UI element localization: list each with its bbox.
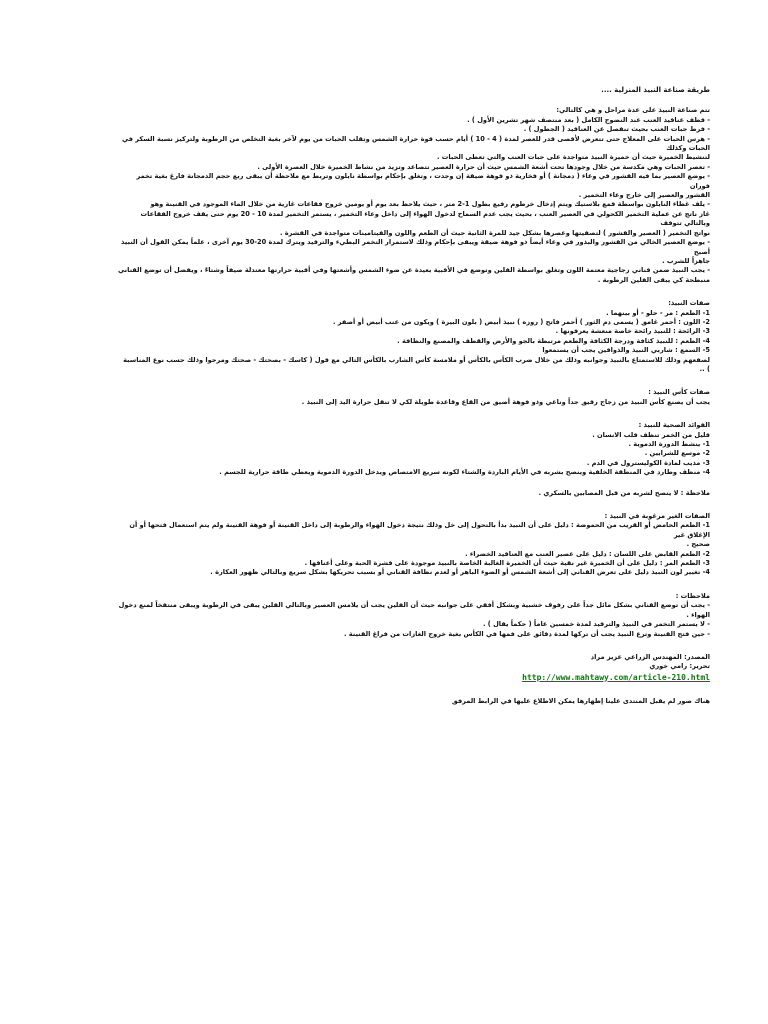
intro-line: تتم صناعة النبيذ على عدة مراحل و هي كالتالي: [556, 106, 710, 115]
quality-item: 4- الطعم : للنبيذ كثافة ودرجة الكثافة والطعم مرتبطة بالجو والأرض والقطف والمصنع والنظافة . [397, 336, 710, 345]
source-url-line [118, 672, 710, 683]
benefits-intro: قليل من الخمر تنظف قلب الانسان . [592, 430, 710, 439]
qualities-list [118, 309, 710, 375]
step-line: - فرط حبات العنب بحيث تنفصل عن العناقيد ( الجطول ) . [523, 125, 710, 134]
remark-item: - حين فتح القنينة وترع النبيذ يجب أن تركها لمدة دقائق على فمها في الكأس بغية خروج الغازات من فراغ القنينة . [343, 629, 710, 638]
footer-note: هناك صور لم يقبل المنتدى علينا إظهارها يمكن الاطلاع عليها في الرابط المرفق [451, 696, 710, 705]
benefit-item: 2- موسع للشرايين . [644, 449, 710, 458]
step-line: - يوضع العصير بما فيه القشور في وعاء ( دمجانة ) أو فخارية ذو فوهة ضيقة إن وجدت ، وتغلق بإحكام بواسطة نايلون وتربط مع ملاحظة أن يبقى ربع حجم الدمجانة فارغ بغية تخمر فوران [136, 172, 710, 190]
step-line: - هرس الحبات على المعلاج حتى تتعرض لأقصى قدر للعصر لمدة ( 4 - 10 ) أيام حسب قوة حرارة الشمس وتقلب الحبات من يوم لآخر بغية التخلص من الرطوبة ولتركيز نسبة السكر في الحبات وكذلك [122, 134, 710, 153]
benefits-heading: الفوائد الصحية للنبيذ : [638, 421, 710, 430]
step-line: القشور والعصير إلى خارج وعاء التخمير . [578, 191, 710, 200]
document-title: طريقة صناعة النبيذ المنزلية .... [601, 86, 710, 94]
step-line: لتنشيط الخميرة حيث أن خميرة النبيذ متواجدة على حبات العنب والتي تعطى الحبات . [437, 153, 710, 162]
benefit-item: 3- مذيب لمادة الكوليسترول في الدم . [586, 458, 710, 467]
bad-quality-item: 1- الطعم الحامض أو القريب من الحموضة : دليل على أن النبيذ بدأ بالتحول إلى خل وذلك نتيجة دخول الهواء والرطوبة إلى داخل القنينة أو فوهة القنينة ولم يتم استعمال فتحها أو أن الإغلاق غير [129, 521, 710, 539]
step-line: غاز ناتج عن عملية التخمير الكحولي في العصير العنب ، بحيث يجب عدم السماح لدخول الهواء إلى داخل وعاء التخمير ، يستمر التخمير لمدة 10 - 20 يوم حتى يقف خروج الفقاعات وبالتالي تتوقف [140, 209, 710, 228]
step-line: منبطحة كي يبقى الفلين الرطوبة . [597, 275, 710, 284]
quality-item: 2- اللون : أحمر غامق ( يسمى دم الثور ) أحمر فاتح ( روزه ) نبيذ أبيض ( بلون البيرة ) ويكون من عنب أبيض أو أصفر . [332, 317, 710, 326]
bad-quality-item: 4- تغيير لون النبيذ دليل على تعرض القناني إلى أشعة الشمس أو الضوء الباهر أو لعدم نظافة القناني أو بسبب تحريكها بشكل سريع وبالتالي ظهور العكارة . [210, 568, 710, 577]
step-line: - يلف غطاء النايلون بواسطة قمع بلاستيك ويتم إدخال خرطوم رفيع بطول 1-2 متر ، حيث يلاحظ بعد يوم أو يومين خروج فقاعات غازية من خلال الماء الموجود في القنينة وهو [150, 200, 710, 209]
benefits-list [118, 440, 710, 478]
glass-heading: صفات كأس النبيذ : [648, 388, 710, 397]
source-url-link[interactable]: http://www.mahtawy.com/article-210.html [522, 672, 710, 682]
step-line: - تعصر الحبات وهي مكدسة من خلال وجودها تحت أشعة الشمس حيث أن حرارة العصير تتصاعد وتزيد من نشاط الخميرة خلال العصرة الأولى . [257, 162, 710, 171]
quality-item: 1- الطعم : مر - حلو - أو بينهما . [606, 308, 710, 317]
step-line: نواتج التخمير ( العصير والقشور ) لتصفيتها وعصرها بشكل جيد للمرة الثانية حيث أن الطعم واللون والفيتامينات متواجدة في القشرة . [279, 228, 710, 237]
remarks-list [118, 601, 710, 639]
step-line: - قطف عناقيد العنب عند النضوج الكامل ( بعد منتصف شهر تشرين الأول ) . [467, 115, 710, 124]
bad-qualities-list [118, 521, 710, 577]
step-line: جاهزاً للشرب . [662, 256, 710, 265]
glass-text: يجب أن يصنع كأس النبيذ من زجاج رقيق جداً وناعي وذو فوهة أضيق من القاع وقاعدة طويلة لكي لا تنقل حرارة اليد إلى النبيذ . [301, 397, 710, 406]
bad-qualities-heading: الصفات الغير مرغوبة في النبيذ : [604, 512, 710, 521]
bad-quality-item: صحيح . [686, 540, 710, 549]
bad-quality-item: 2- الطعم القابض على اللسان : دليل على عصير العنب مع العناقيد الخضراء . [465, 549, 710, 558]
remark-item: - لا يستمر التخمر في النبيذ والترقيد لمدة خمسين عاماً ( حكماً يقال ) . [482, 620, 710, 629]
bad-quality-item: 3- الطعم المر : دليل على أن الخميرة غير نقية حيث أن الخميرة الغالبة الخاصة بالنبيذ موجودة على قشرة الحبة وعلى أعناقها . [304, 559, 710, 568]
quality-item: 5- السمع : شاربي النبيذ والذواقين يجب أن يستمعوا [542, 346, 710, 355]
quality-item: 3- الرائحة : للنبيذ رائحة خاصة منعشة يعرفونها . [555, 327, 710, 336]
step-line: - يجب النبيذ ضمن قناني زجاجية معتمة اللون وتغلق بواسطة الفلين وتوضع في الأقبية بعيدة عن ضوء الشمس وأشعتها وفي أقبية حرارتها معتدلة صيفاً وشتاءً ، ويفضل أن توضع القناني [117, 266, 710, 275]
steps-list [118, 116, 710, 285]
benefit-item: 1- ينشط الدورة الدموية . [628, 440, 710, 448]
prepared-by-line: تحرير: رامي خوري [649, 662, 710, 671]
note-line: ملاحظة : لا ينصح لشربه من قبل المصابين بالسكري . [538, 488, 710, 497]
remark-item: - يجب أن توضع القناني بشكل مائل جداً على رفوف خشبية وبشكل أفقي على جوانبه حيث أن الفلين يجب أن يلامس العصير وبالتالي الفلين يبقى في الرطوبة ويبقى منتفخاً لمنع دخول [118, 601, 710, 610]
benefit-item: 4- منظف وطارد في المنطقة الخلفية وينصح بشربه في الأيام الباردة والشتاء لكونه سريع الامتصاص ويدخل الدورة الدموية ويعطي طاقة حرارية للجسم . [219, 468, 710, 477]
source-line: المصدر: المهندس الزراعي عزيز مراد [590, 652, 710, 661]
step-line: - يوضع العصير الخالي من القشور والبذور في وعاء أيضاً ذو فوهة ضيقة ويبقى بإحكام وذلك لاستمرار التخمر البطيء والترقيد ويترك لمدة 20-30 يوم آخرى ، علماً يمكن القول أن النبيذ أصبح [121, 238, 710, 256]
remarks-heading: ملاحظات : [675, 591, 710, 600]
remark-item: الهواء . [686, 610, 710, 619]
quality-item: لصفعهم وذلك للاستمتاع بالنبيذ وجوانبه وذلك من خلال ضرب الكأس بالكأس أو ملامسة كأس الشارب بالكأس التالي مع قول ( كاسك - بصحتك - صحتك ومرحوا وذلك حسب نوع المناسبة ) .. [123, 355, 710, 373]
qualities-heading: صفات النبيذ: [668, 299, 710, 308]
document-body [118, 86, 710, 706]
